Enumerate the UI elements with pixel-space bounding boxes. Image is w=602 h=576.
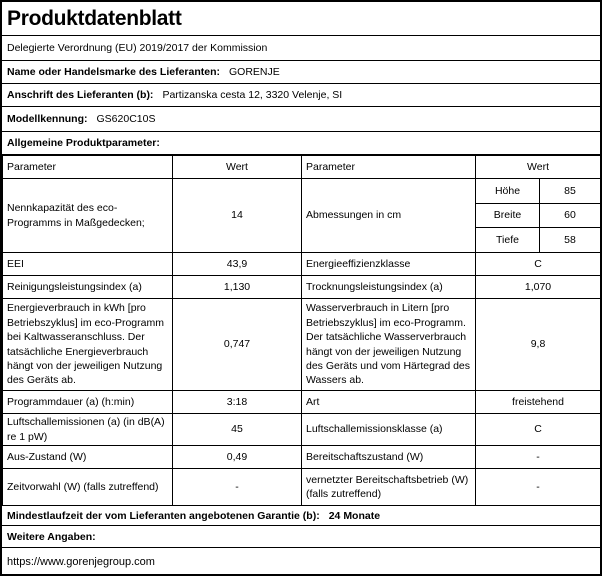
value-cell: freistehend xyxy=(476,391,601,414)
supplier-name-label: Name oder Handelsmarke des Lieferanten: xyxy=(7,66,220,78)
param-cell: Luftschallemissionsklasse (a) xyxy=(302,414,476,446)
value-cell: 9,8 xyxy=(476,299,601,391)
value-cell: 0,49 xyxy=(173,446,302,469)
dimension-value: 58 xyxy=(540,228,601,253)
param-cell: Art xyxy=(302,391,476,414)
param-cell: Trocknungsleistungsindex (a) xyxy=(302,276,476,299)
table-row xyxy=(3,253,601,276)
website-row xyxy=(2,548,600,575)
table-row xyxy=(3,414,601,446)
table-row xyxy=(3,299,601,391)
dimension-label: Höhe xyxy=(476,179,540,204)
model-id-value: GS620C10S xyxy=(96,113,156,125)
dimension-label: Tiefe xyxy=(476,228,540,253)
col-header-wert-left: Wert xyxy=(173,156,302,179)
table-row xyxy=(3,391,601,414)
general-parameters-label: Allgemeine Produktparameter: xyxy=(7,137,160,149)
value-cell: 14 xyxy=(173,179,302,253)
page-title: Produktdatenblatt xyxy=(7,6,182,30)
param-cell: Abmessungen in cm xyxy=(302,179,476,253)
col-header-parameter-left: Parameter xyxy=(3,156,173,179)
more-info-label: Weitere Angaben: xyxy=(7,530,96,543)
col-header-wert-right: Wert xyxy=(476,156,601,179)
supplier-address-label: Anschrift des Lieferanten (b): xyxy=(7,89,154,101)
param-cell: Aus-Zustand (W) xyxy=(3,446,173,469)
value-cell: C xyxy=(476,414,601,446)
value-cell: 45 xyxy=(173,414,302,446)
supplier-name-value: GORENJE xyxy=(229,66,280,78)
supplier-address-value: Partizanska cesta 12, 3320 Velenje, SI xyxy=(162,89,343,101)
warranty-label: Mindestlaufzeit der vom Lieferanten angebotenen Garantie (b): xyxy=(7,509,320,522)
param-cell: Nennkapazität des eco-Programms in Maßgedecken; xyxy=(3,179,173,253)
subtitle-row xyxy=(2,36,600,61)
dimension-value: 85 xyxy=(540,179,601,204)
value-cell: - xyxy=(476,469,601,506)
value-cell: 3:18 xyxy=(173,391,302,414)
param-cell: EEI xyxy=(3,253,173,276)
regulation-subtitle: Delegierte Verordnung (EU) 2019/2017 der Kommission xyxy=(7,42,268,54)
param-cell: Programmdauer (a) (h:min) xyxy=(3,391,173,414)
title-row xyxy=(2,2,600,36)
param-cell: vernetzter Bereitschaftsbetrieb (W) (falls zutreffend) xyxy=(302,469,476,506)
param-cell: Luftschallemissionen (a) (in dB(A) re 1 pW) xyxy=(3,414,173,446)
param-cell: Wasserverbrauch in Litern [pro Betriebszyklus] im eco-Programm. Der tatsächliche Wasserverbrauch hängt von der jeweiligen Nutzung des Geräts und vom Härtegrad des Wassers ab. xyxy=(302,299,476,391)
model-id-label: Modellkennung: xyxy=(7,113,88,125)
param-cell: Reinigungsleistungsindex (a) xyxy=(3,276,173,299)
param-cell: Bereitschaftszustand (W) xyxy=(302,446,476,469)
supplier-address-row xyxy=(2,84,600,107)
supplier-name-row xyxy=(2,61,600,84)
param-cell: Energieeffizienzklasse xyxy=(302,253,476,276)
dimension-value: 60 xyxy=(540,204,601,228)
parameters-table xyxy=(2,155,601,506)
value-cell: - xyxy=(173,469,302,506)
table-header-row xyxy=(3,156,601,179)
param-cell: Energieverbrauch in kWh [pro Betriebszyklus] im eco-Programm bei Kaltwasseranschluss. Der tatsächliche Energieverbrauch hängt von der jeweiligen Nutzung des Geräts ab. xyxy=(3,299,173,391)
table-row xyxy=(3,446,601,469)
more-info-row xyxy=(2,526,600,548)
table-row xyxy=(3,469,601,506)
website-link[interactable]: https://www.gorenjegroup.com xyxy=(7,555,155,568)
general-parameters-section-row xyxy=(2,132,600,155)
model-id-row xyxy=(2,107,600,132)
value-cell: 1,070 xyxy=(476,276,601,299)
value-cell: 43,9 xyxy=(173,253,302,276)
param-cell: Zeitvorwahl (W) (falls zutreffend) xyxy=(3,469,173,506)
table-row-capacity xyxy=(3,179,601,204)
value-cell: 0,747 xyxy=(173,299,302,391)
warranty-value: 24 Monate xyxy=(328,509,381,522)
table-row xyxy=(3,276,601,299)
dimension-label: Breite xyxy=(476,204,540,228)
warranty-row xyxy=(2,506,600,526)
value-cell: - xyxy=(476,446,601,469)
col-header-parameter-right: Parameter xyxy=(302,156,476,179)
value-cell: 1,130 xyxy=(173,276,302,299)
value-cell: C xyxy=(476,253,601,276)
